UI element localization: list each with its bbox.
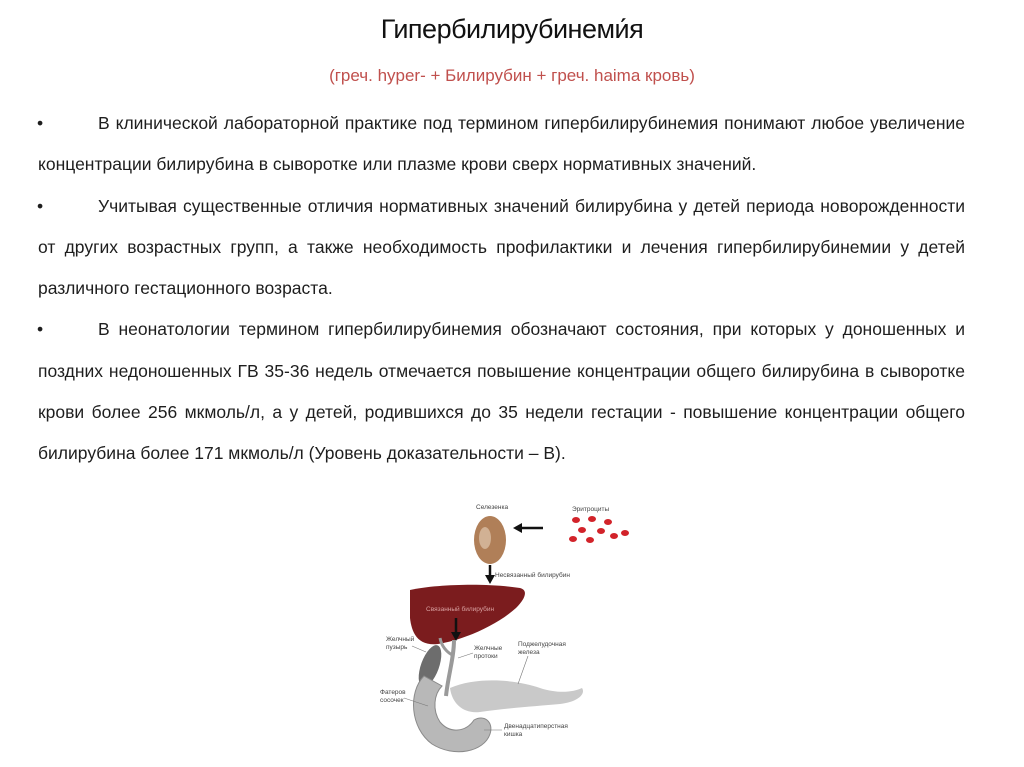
- bullet-item-1: [38, 103, 965, 186]
- arrow-left-icon: [513, 523, 543, 533]
- erythrocytes-group: [569, 516, 629, 543]
- label-duodenum-line1: Двенадцатиперстная: [504, 723, 568, 730]
- bullet-text: В неонатологии термином гипербилирубинемия обозначают состояния, при которых у доношенных и поздних недоношенных ГВ 35-36 недель отмечается повышение концентрации общего билирубина в сыворотке крови более 256 мкмоль/л, а у детей, родившихся до 35 недели гестации - повышение концентрации общего билирубина более 171 мкмоль/л (Уровень доказательности – В).: [38, 319, 965, 464]
- erythrocyte: [586, 537, 594, 543]
- erythrocyte: [569, 536, 577, 542]
- bullet-text: Учитывая существенные отличия нормативных значений билирубина у детей периода новорожденности от других возрастных групп, а также необходимость профилактики и лечения гипербилирубинемии у детей различного гестационного возраста.: [38, 195, 965, 299]
- label-gallbladder-line1: Желчный: [386, 636, 415, 643]
- leader-line: [458, 653, 473, 658]
- erythrocyte: [572, 517, 580, 523]
- erythrocyte: [588, 516, 596, 522]
- erythrocyte: [621, 530, 629, 536]
- pancreas-shape: [450, 680, 583, 712]
- bullet-marker: •: [37, 319, 44, 340]
- erythrocyte: [604, 519, 612, 525]
- slide-title: Гипербилирубинеми́я: [380, 14, 644, 44]
- label-unconjugated-bilirubin: Несвязанный билирубин: [495, 572, 570, 579]
- leader-line: [518, 656, 528, 684]
- label-gallbladder-line2: пузырь: [386, 644, 408, 651]
- bilirubin-metabolism-diagram: [368, 498, 668, 767]
- label-pancreas-line2: железа: [518, 649, 540, 656]
- bullet-item-2: [38, 186, 965, 310]
- erythrocyte: [597, 528, 605, 534]
- spleen-highlight: [479, 527, 491, 549]
- leader-line: [412, 646, 426, 652]
- label-conjugated-bilirubin: Связанный билирубин: [426, 606, 495, 613]
- label-spleen: Селезенка: [476, 504, 509, 511]
- bullet-list: [38, 103, 965, 475]
- label-pancreas-line1: Поджелудочная: [518, 641, 566, 648]
- bullet-marker: •: [37, 195, 44, 216]
- label-bile-ducts-line2: протоки: [474, 653, 498, 660]
- bullet-text: В клинической лабораторной практике под термином гипербилирубинемия понимают любое увеличение концентрации билирубина в сыворотке или плазме крови сверх нормативных значений.: [38, 113, 965, 175]
- arrow-down-icon: [485, 565, 495, 584]
- label-duodenum-line2: кишка: [504, 731, 523, 738]
- bullet-item-3: [38, 309, 965, 474]
- slide-subtitle: (греч. hyper- + Билирубин + греч. haima кровь): [329, 66, 695, 85]
- label-bile-ducts-line1: Желчные: [474, 645, 503, 652]
- label-papilla-line2: сосочек: [380, 697, 404, 704]
- liver-shape: [410, 585, 525, 644]
- label-papilla-line1: Фатеров: [380, 689, 406, 696]
- bullet-marker: •: [37, 113, 44, 133]
- erythrocyte: [578, 527, 586, 533]
- label-erythrocytes: Эритроциты: [572, 506, 610, 513]
- erythrocyte: [610, 533, 618, 539]
